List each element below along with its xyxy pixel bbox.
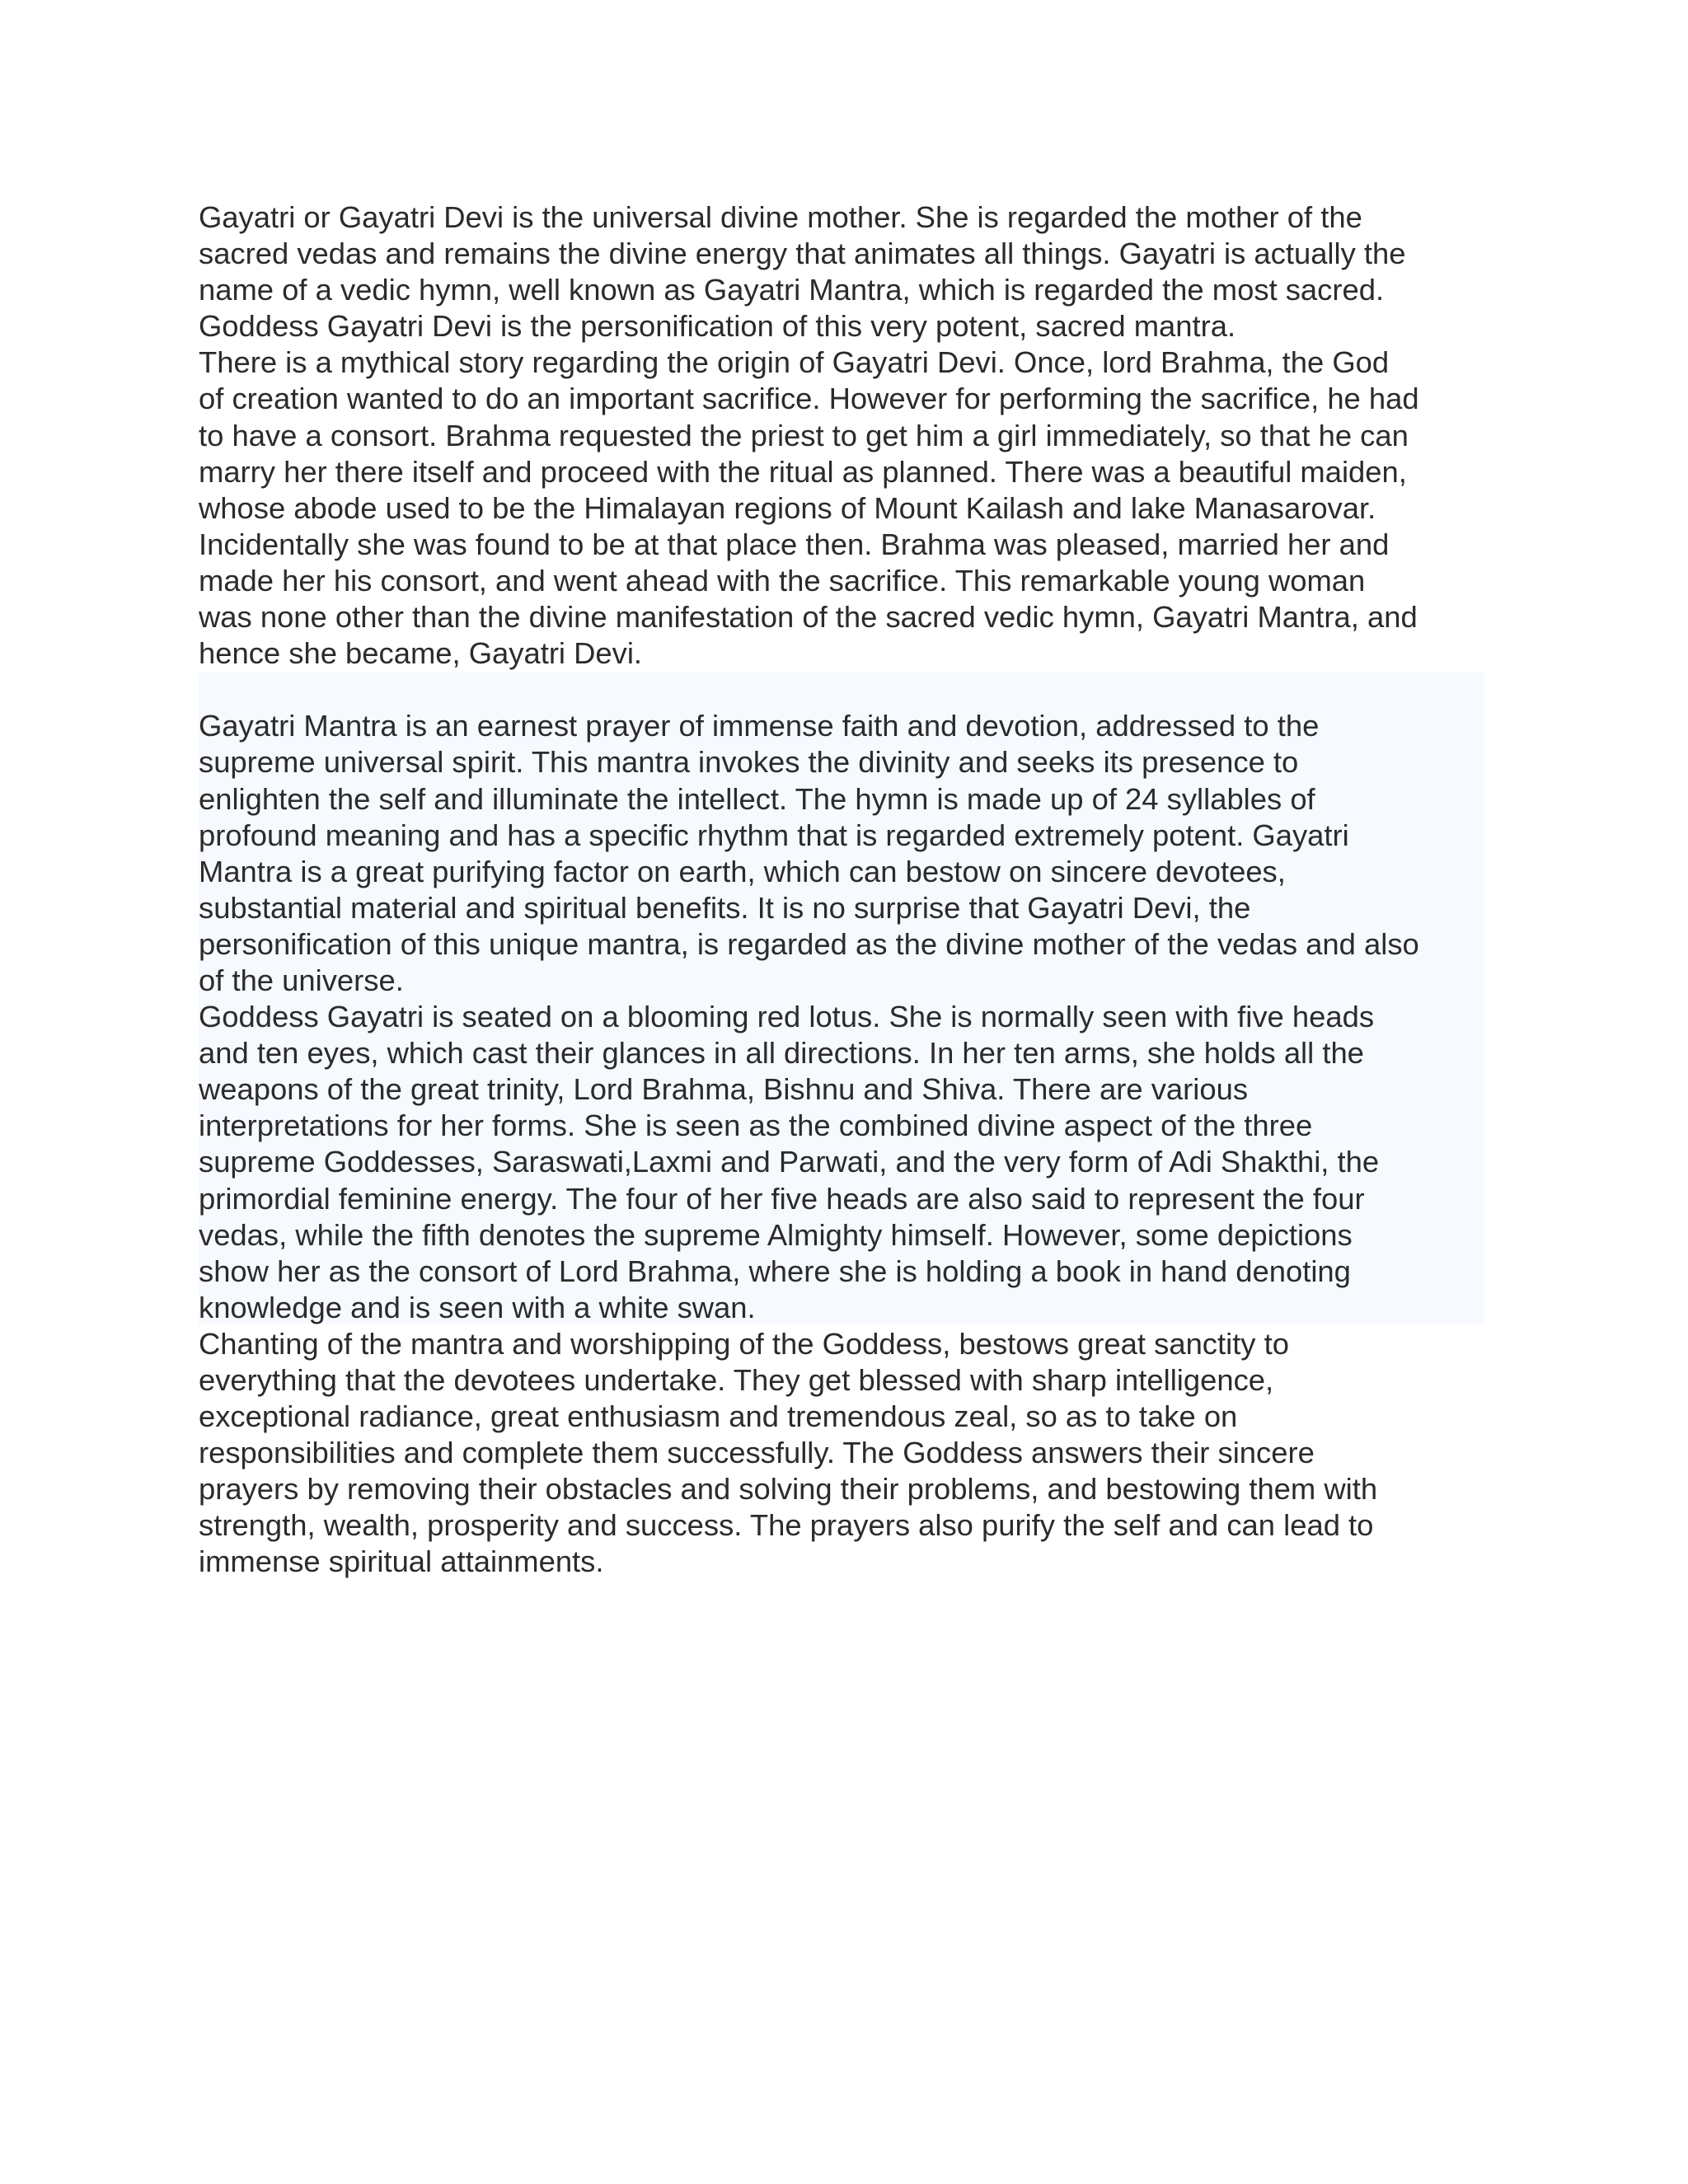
paragraph-intro-line: Gayatri or Gayatri Devi is the universal divine mother. She is regarded the mother of the xyxy=(199,200,1362,234)
paragraph-benefits-line: strength, wealth, prosperity and success. The prayers also purify the self and can lead to xyxy=(199,1508,1374,1543)
paragraph-benefits-line: Chanting of the mantra and worshipping of the Goddess, bestows great sanctity to xyxy=(199,1326,1289,1361)
paragraph-iconography-line: supreme Goddesses, Saraswati,Laxmi and Parwati, and the very form of Adi Shakthi, the xyxy=(199,1145,1380,1179)
paragraph-intro-line: Goddess Gayatri Devi is the personification of this very potent, sacred mantra. xyxy=(199,309,1236,344)
paragraph-mantra-line: of the universe. xyxy=(199,963,404,997)
paragraph-spacer xyxy=(199,672,1484,708)
paragraph-mantra-line: supreme universal spirit. This mantra invokes the divinity and seeks its presence to xyxy=(199,745,1299,780)
paragraph-intro-line: name of a vedic hymn, well known as Gayatri Mantra, which is regarded the most sacred. xyxy=(199,273,1385,307)
paragraph-mantra-line: profound meaning and has a specific rhythm that is regarded extremely potent. Gayatri xyxy=(199,818,1349,852)
paragraph-mantra-line: Mantra is a great purifying factor on earth, which can bestow on sincere devotees, xyxy=(199,854,1286,888)
paragraph-intro-line: sacred vedas and remains the divine energy that animates all things. Gayatri is actually the xyxy=(199,237,1406,271)
paragraph-mantra-line: personification of this unique mantra, is regarded as the divine mother of the vedas and also xyxy=(199,926,1419,961)
document-body xyxy=(199,199,1484,1581)
paragraph-origin-line: whose abode used to be the Himalayan regions of Mount Kailash and lake Manasarovar. xyxy=(199,490,1376,525)
paragraph-benefits-line: exceptional radiance, great enthusiasm and tremendous zeal, so as to take on xyxy=(199,1399,1238,1434)
paragraph-iconography-line: weapons of the great trinity, Lord Brahma, Bishnu and Shiva. There are various xyxy=(199,1072,1249,1107)
paragraph-iconography-line: and ten eyes, which cast their glances in all directions. In her ten arms, she holds all the xyxy=(199,1036,1364,1071)
paragraph-origin-line: made her his consort, and went ahead with the sacrifice. This remarkable young woman xyxy=(199,563,1366,598)
paragraph-benefits-line: everything that the devotees undertake. They get blessed with sharp intelligence, xyxy=(199,1363,1274,1397)
paragraph-iconography-line: vedas, while the fifth denotes the supreme Almighty himself. However, some depictions xyxy=(199,1217,1353,1252)
paragraph-iconography-line: show her as the consort of Lord Brahma, where she is holding a book in hand denoting xyxy=(199,1254,1351,1288)
paragraph-mantra-line: substantial material and spiritual benefits. It is no surprise that Gayatri Devi, the xyxy=(199,890,1251,925)
paragraph-origin-line: hence she became, Gayatri Devi. xyxy=(199,636,643,671)
paragraph-iconography-line: primordial feminine energy. The four of her five heads are also said to represent the four xyxy=(199,1181,1365,1216)
paragraph-benefits-line: prayers by removing their obstacles and solving their problems, and bestowing them with xyxy=(199,1472,1378,1507)
paragraph-origin-line: to have a consort. Brahma requested the priest to get him a girl immediately, so that he can xyxy=(199,418,1409,452)
paragraph-mantra-line: enlighten the self and illuminate the intellect. The hymn is made up of 24 syllables of xyxy=(199,781,1315,816)
paragraph-benefits-line: responsibilities and complete them successfully. The Goddess answers their sincere xyxy=(199,1436,1315,1470)
paragraph-origin-line: There is a mythical story regarding the origin of Gayatri Devi. Once, lord Brahma, the God xyxy=(199,345,1390,380)
paragraph-benefits-line: immense spiritual attainments. xyxy=(199,1544,604,1579)
paragraph-origin-line: marry her there itself and proceed with the ritual as planned. There was a beautiful maiden, xyxy=(199,454,1407,489)
paragraph-iconography-line: Goddess Gayatri is seated on a blooming red lotus. She is normally seen with five heads xyxy=(199,1000,1375,1034)
paragraph-origin-line: was none other than the divine manifestation of the sacred vedic hymn, Gayatri Mantra, and xyxy=(199,600,1418,635)
paragraph-origin-line: Incidentally she was found to be at that place then. Brahma was pleased, married her and xyxy=(199,527,1390,561)
paragraph-iconography-line: interpretations for her forms. She is seen as the combined divine aspect of the three xyxy=(199,1108,1313,1143)
paragraph-origin-line: of creation wanted to do an important sacrifice. However for performing the sacrifice, he had xyxy=(199,382,1419,416)
paragraph-mantra-line: Gayatri Mantra is an earnest prayer of immense faith and devotion, addressed to the xyxy=(199,709,1320,743)
paragraph-iconography-line: knowledge and is seen with a white swan. xyxy=(199,1290,756,1324)
